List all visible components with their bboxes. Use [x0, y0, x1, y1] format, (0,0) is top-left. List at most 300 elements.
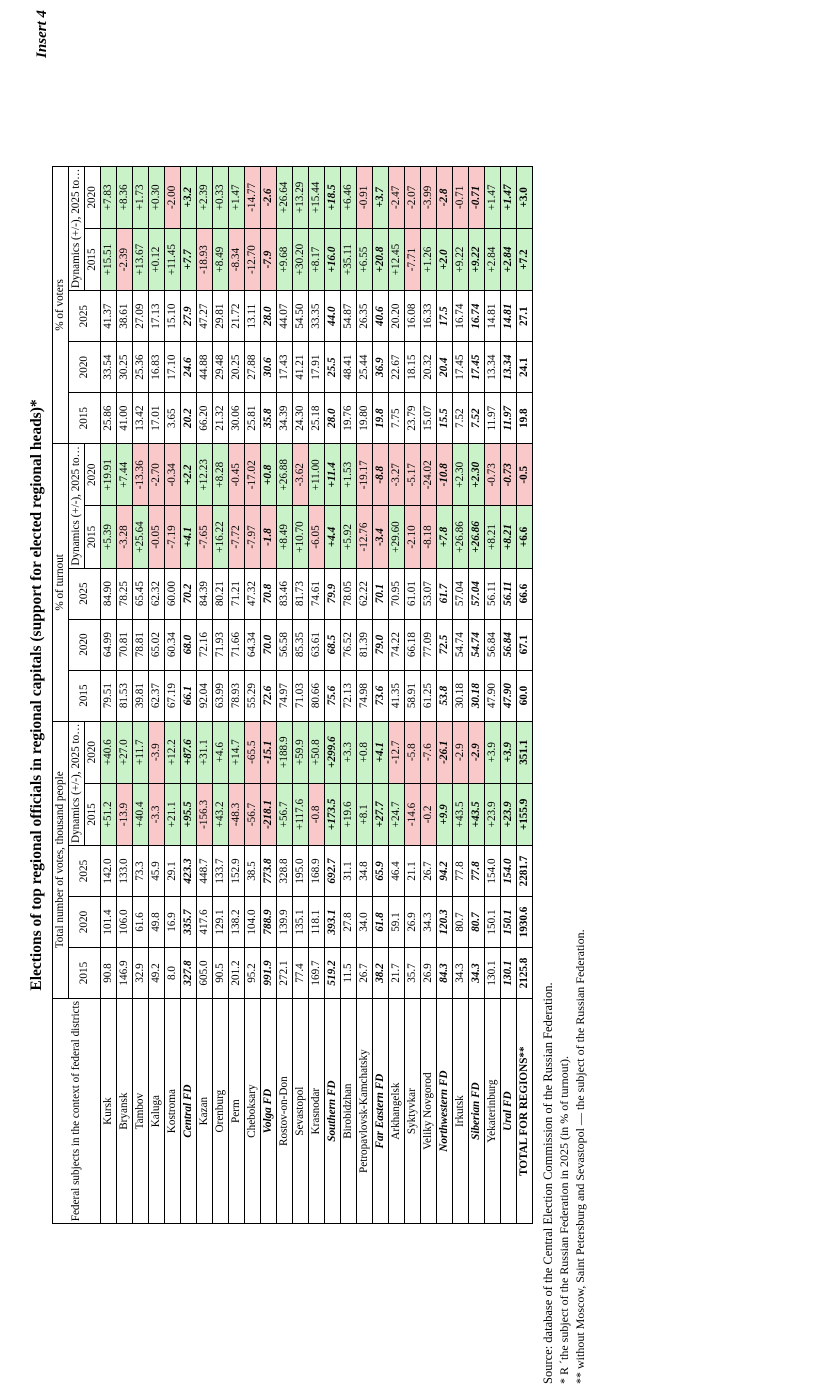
voters-dynamics-cell-0: +16.0: [325, 228, 341, 290]
table-row: [437, 166, 453, 1224]
votes-cell-0: 32.9: [133, 948, 149, 999]
turnout-dynamics-cell-0: -7.65: [197, 506, 213, 568]
voters-cell-2: 38.61: [117, 291, 133, 342]
turnout-dynamics-cell-1: +11.4: [325, 444, 341, 506]
votes-cell-2: 773.8: [261, 846, 277, 897]
voters-dynamics-cell-0: +15.51: [101, 228, 117, 290]
voters-cell-1: 18.15: [405, 342, 421, 393]
voters-cell-1: 25.36: [133, 342, 149, 393]
voters-cell-2: 16.74: [453, 291, 469, 342]
voters-cell-2: 54.50: [293, 291, 309, 342]
turnout-cell-2: 57.04: [469, 568, 485, 619]
turnout-dynamics-cell-1: -0.73: [485, 444, 501, 506]
voters-dynamics-cell-1: +18.5: [325, 166, 341, 228]
votes-cell-1: 139.9: [277, 897, 293, 948]
votes-dynamics-cell-0: +43.5: [453, 783, 469, 845]
votes-cell-0: 34.3: [453, 948, 469, 999]
voters-cell-1: 17.43: [277, 342, 293, 393]
votes-cell-1: 101.4: [101, 897, 117, 948]
turnout-dynamics-cell-1: -17.02: [245, 444, 261, 506]
votes-cell-2: 328.8: [277, 846, 293, 897]
votes-dynamics-cell-1: -2.9: [469, 721, 485, 783]
row-label: Birobidzhan: [341, 999, 357, 1224]
col-header-region: Federal subjects in the context of federal districts: [53, 999, 101, 1224]
voters-cell-2: 16.74: [469, 291, 485, 342]
turnout-cell-2: 80.21: [213, 568, 229, 619]
votes-dynamics-cell-0: +173.5: [325, 783, 341, 845]
votes-cell-1: 335.7: [181, 897, 197, 948]
turnout-dynamics-cell-1: +12.23: [197, 444, 213, 506]
turnout-cell-1: 71.93: [213, 619, 229, 670]
voters-dynamics-cell-1: +15.44: [309, 166, 325, 228]
voters-cell-0: 11.97: [501, 393, 517, 444]
turnout-cell-0: 53.8: [437, 670, 453, 721]
row-label: TOTAL FOR REGIONS**: [517, 999, 533, 1224]
page-title: Elections of top regional officials in regional capitals (support for elected regional heads)*: [28, 399, 45, 991]
document-sheet: [28, 0, 826, 1390]
votes-dynamics-cell-0: -0.2: [421, 783, 437, 845]
turnout-cell-0: 74.97: [277, 670, 293, 721]
table-row: [373, 166, 389, 1224]
voters-dynamics-cell-0: -2.39: [117, 228, 133, 290]
table-row: [341, 166, 357, 1224]
votes-cell-1: 104.0: [245, 897, 261, 948]
row-label: Kursk: [101, 999, 117, 1224]
votes-dynamics-cell-1: +3.9: [485, 721, 501, 783]
row-label: Perm: [229, 999, 245, 1224]
votes-dynamics-cell-1: +3.9: [501, 721, 517, 783]
voters-dynamics-cell-1: +1.47: [485, 166, 501, 228]
voters-dynamics-cell-0: +2.0: [437, 228, 453, 290]
turnout-cell-2: 71.21: [229, 568, 245, 619]
row-label: Tambov: [133, 999, 149, 1224]
voters-dyn-2015-header: 2015: [85, 228, 101, 290]
turnout-cell-1: 56.84: [501, 619, 517, 670]
voters-cell-1: 17.10: [165, 342, 181, 393]
turnout-cell-0: 55.29: [245, 670, 261, 721]
row-label: Siberian FD: [469, 999, 485, 1224]
voters-dynamics-cell-1: +2.39: [197, 166, 213, 228]
turnout-dynamics-cell-1: -5.17: [405, 444, 421, 506]
votes-dynamics-cell-1: -15.1: [261, 721, 277, 783]
votes-dynamics-cell-0: +27.7: [373, 783, 389, 845]
votes-cell-0: 38.2: [373, 948, 389, 999]
voters-cell-0: 15.07: [421, 393, 437, 444]
votes-cell-1: 120.3: [437, 897, 453, 948]
turnout-cell-1: 60.34: [165, 619, 181, 670]
table-row: [149, 166, 165, 1224]
votes-cell-0: 34.3: [469, 948, 485, 999]
voters-dynamics-cell-1: -2.6: [261, 166, 277, 228]
votes-dynamics-cell-0: +43.5: [469, 783, 485, 845]
voters-2020-header: 2020: [69, 342, 101, 393]
turnout-dynamics-cell-1: -3.27: [389, 444, 405, 506]
votes-dynamics-cell-0: +23.9: [501, 783, 517, 845]
turnout-cell-0: 80.66: [309, 670, 325, 721]
votes-cell-2: 26.7: [421, 846, 437, 897]
turnout-cell-1: 77.09: [421, 619, 437, 670]
voters-dynamics-cell-0: +7.2: [517, 228, 533, 290]
turnout-cell-2: 83.46: [277, 568, 293, 619]
votes-cell-2: 77.8: [469, 846, 485, 897]
votes-cell-0: 90.5: [213, 948, 229, 999]
votes-2015-header: 2015: [69, 948, 101, 999]
voters-dynamics-cell-1: -2.00: [165, 166, 181, 228]
voters-dynamics-cell-0: +9.22: [453, 228, 469, 290]
votes-cell-1: 80.7: [453, 897, 469, 948]
turnout-cell-1: 65.02: [149, 619, 165, 670]
voters-cell-1: 30.25: [117, 342, 133, 393]
table-row: [389, 166, 405, 1224]
table-row: [165, 166, 181, 1224]
voters-dynamics-cell-1: +1.73: [133, 166, 149, 228]
votes-cell-1: 34.3: [421, 897, 437, 948]
votes-cell-1: 118.1: [309, 897, 325, 948]
voters-cell-0: 25.86: [101, 393, 117, 444]
votes-cell-2: 133.7: [213, 846, 229, 897]
voters-cell-1: 36.9: [373, 342, 389, 393]
turnout-dynamics-cell-0: +16.22: [213, 506, 229, 568]
votes-2025-header: 2025: [69, 846, 101, 897]
voters-dynamics-cell-1: +8.36: [117, 166, 133, 228]
turnout-cell-1: 85.35: [293, 619, 309, 670]
voters-dynamics-cell-1: +1.47: [229, 166, 245, 228]
voters-cell-2: 16.33: [421, 291, 437, 342]
voters-cell-1: 13.34: [485, 342, 501, 393]
turnout-dynamics-cell-0: -2.10: [405, 506, 421, 568]
table-row: [405, 166, 421, 1224]
table-row: [485, 166, 501, 1224]
turnout-cell-1: 78.81: [133, 619, 149, 670]
votes-dynamics-cell-0: +21.1: [165, 783, 181, 845]
votes-cell-0: 130.1: [485, 948, 501, 999]
votes-dynamics-cell-0: -56.7: [245, 783, 261, 845]
turnout-cell-2: 56.11: [501, 568, 517, 619]
turnout-cell-0: 81.53: [117, 670, 133, 721]
turnout-dynamics-cell-0: +8.21: [501, 506, 517, 568]
votes-cell-2: 94.2: [437, 846, 453, 897]
votes-cell-0: 35.7: [405, 948, 421, 999]
voters-cell-1: 44.88: [197, 342, 213, 393]
turnout-2025-header: 2025: [69, 568, 101, 619]
turnout-dynamics-cell-0: +8.21: [485, 506, 501, 568]
voters-dynamics-cell-0: -7.9: [261, 228, 277, 290]
col-group-votes: Total number of votes, thousand people: [53, 721, 69, 998]
voters-dynamics-cell-0: -7.71: [405, 228, 421, 290]
votes-dynamics-cell-0: +51.2: [101, 783, 117, 845]
turnout-dynamics-cell-0: -3.4: [373, 506, 389, 568]
votes-cell-1: 26.9: [405, 897, 421, 948]
votes-dynamics-cell-0: +9.9: [437, 783, 453, 845]
turnout-dynamics-cell-0: +26.86: [469, 506, 485, 568]
votes-cell-2: 77.8: [453, 846, 469, 897]
turnout-dynamics-cell-0: -3.28: [117, 506, 133, 568]
votes-cell-0: 201.2: [229, 948, 245, 999]
table-row: [357, 166, 373, 1224]
voters-dynamics-cell-0: +6.55: [357, 228, 373, 290]
votes-dynamics-cell-1: -3.9: [149, 721, 165, 783]
row-label: Veliky Novgorod: [421, 999, 437, 1224]
voters-cell-0: 66.20: [197, 393, 213, 444]
turnout-dyn-2015-header: 2015: [85, 506, 101, 568]
row-label: Ural FD: [501, 999, 517, 1224]
votes-cell-1: 49.8: [149, 897, 165, 948]
row-label: Bryansk: [117, 999, 133, 1224]
votes-cell-2: 38.5: [245, 846, 261, 897]
turnout-dynamics-cell-1: +19.91: [101, 444, 117, 506]
voters-dynamics-cell-1: +1.47: [501, 166, 517, 228]
turnout-dynamics-cell-1: -19.17: [357, 444, 373, 506]
voters-dynamics-cell-0: +20.8: [373, 228, 389, 290]
voters-cell-0: 3.65: [165, 393, 181, 444]
turnout-cell-2: 84.39: [197, 568, 213, 619]
votes-dynamics-cell-1: +59.9: [293, 721, 309, 783]
voters-dynamics-cell-1: -3.99: [421, 166, 437, 228]
turnout-cell-0: 79.51: [101, 670, 117, 721]
voters-cell-2: 21.72: [229, 291, 245, 342]
votes-dynamics-cell-1: +188.9: [277, 721, 293, 783]
row-label: Arkhangelsk: [389, 999, 405, 1224]
row-label: Northwestern FD: [437, 999, 453, 1224]
votes-dynamics-cell-0: +24.7: [389, 783, 405, 845]
turnout-dynamics-header: Dynamics (+/-), 2025 to…: [69, 444, 85, 568]
votes-cell-1: 34.0: [357, 897, 373, 948]
voters-dynamics-cell-1: +6.46: [341, 166, 357, 228]
table-body: [101, 166, 533, 1224]
voters-cell-1: 16.83: [149, 342, 165, 393]
row-label: Central FD: [181, 999, 197, 1224]
turnout-cell-1: 56.58: [277, 619, 293, 670]
votes-dynamics-cell-1: +3.3: [341, 721, 357, 783]
turnout-cell-1: 64.99: [101, 619, 117, 670]
voters-dynamics-cell-1: +0.30: [149, 166, 165, 228]
voters-cell-2: 28.0: [261, 291, 277, 342]
votes-dynamics-cell-1: +4.1: [373, 721, 389, 783]
turnout-dynamics-cell-1: -0.73: [501, 444, 517, 506]
turnout-cell-2: 70.1: [373, 568, 389, 619]
voters-cell-0: 11.97: [485, 393, 501, 444]
turnout-dynamics-cell-0: +4.1: [181, 506, 197, 568]
votes-cell-2: 423.3: [181, 846, 197, 897]
voters-cell-0: 19.8: [517, 393, 533, 444]
turnout-cell-1: 72.16: [197, 619, 213, 670]
turnout-cell-2: 74.61: [309, 568, 325, 619]
turnout-cell-2: 47.32: [245, 568, 261, 619]
turnout-dynamics-cell-0: -0.05: [149, 506, 165, 568]
turnout-dynamics-cell-0: +5.92: [341, 506, 357, 568]
voters-cell-0: 24.30: [293, 393, 309, 444]
turnout-cell-0: 72.13: [341, 670, 357, 721]
voters-cell-1: 20.32: [421, 342, 437, 393]
votes-dynamics-cell-0: +95.5: [181, 783, 197, 845]
turnout-cell-1: 70.0: [261, 619, 277, 670]
votes-dyn-2020-header: 2020: [85, 721, 101, 783]
turnout-dynamics-cell-1: -0.34: [165, 444, 181, 506]
turnout-cell-2: 78.05: [341, 568, 357, 619]
votes-cell-1: 150.1: [485, 897, 501, 948]
turnout-cell-0: 92.04: [197, 670, 213, 721]
voters-cell-0: 7.52: [469, 393, 485, 444]
voters-2015-header: 2015: [69, 393, 101, 444]
votes-cell-0: 327.8: [181, 948, 197, 999]
table-row: [421, 166, 437, 1224]
turnout-dynamics-cell-1: +2.30: [469, 444, 485, 506]
votes-cell-2: 2281.7: [517, 846, 533, 897]
votes-cell-1: 393.1: [325, 897, 341, 948]
votes-cell-0: 519.2: [325, 948, 341, 999]
votes-cell-2: 31.1: [341, 846, 357, 897]
turnout-cell-0: 61.25: [421, 670, 437, 721]
votes-cell-1: 106.0: [117, 897, 133, 948]
turnout-cell-2: 53.07: [421, 568, 437, 619]
turnout-cell-1: 76.52: [341, 619, 357, 670]
voters-dynamics-cell-0: +30.20: [293, 228, 309, 290]
turnout-cell-2: 62.32: [149, 568, 165, 619]
turnout-dynamics-cell-0: -12.76: [357, 506, 373, 568]
votes-cell-2: 142.0: [101, 846, 117, 897]
voters-cell-1: 27.88: [245, 342, 261, 393]
voters-cell-2: 54.87: [341, 291, 357, 342]
voters-dynamics-cell-0: +8.17: [309, 228, 325, 290]
voters-dynamics-cell-1: -0.91: [357, 166, 373, 228]
voters-cell-2: 20.20: [389, 291, 405, 342]
voters-cell-2: 17.13: [149, 291, 165, 342]
row-label: Far Eastern FD: [373, 999, 389, 1224]
votes-cell-0: 84.3: [437, 948, 453, 999]
turnout-cell-2: 61.01: [405, 568, 421, 619]
voters-cell-2: 33.35: [309, 291, 325, 342]
turnout-cell-1: 66.18: [405, 619, 421, 670]
votes-cell-2: 154.0: [501, 846, 517, 897]
voters-cell-2: 47.27: [197, 291, 213, 342]
voters-dynamics-cell-0: +11.45: [165, 228, 181, 290]
voters-dynamics-cell-1: +7.83: [101, 166, 117, 228]
voters-cell-1: 20.4: [437, 342, 453, 393]
turnout-cell-2: 56.11: [485, 568, 501, 619]
voters-dynamics-cell-1: +3.7: [373, 166, 389, 228]
turnout-dynamics-cell-0: +7.8: [437, 506, 453, 568]
turnout-cell-0: 58.91: [405, 670, 421, 721]
votes-cell-0: 146.9: [117, 948, 133, 999]
row-label: Kazan: [197, 999, 213, 1224]
table-row: [181, 166, 197, 1224]
voters-dynamics-cell-1: -2.07: [405, 166, 421, 228]
col-group-voters: % of voters: [53, 166, 69, 443]
votes-cell-0: 26.9: [421, 948, 437, 999]
voters-cell-2: 13.11: [245, 291, 261, 342]
votes-cell-2: 73.3: [133, 846, 149, 897]
turnout-cell-0: 47.90: [485, 670, 501, 721]
turnout-cell-1: 64.34: [245, 619, 261, 670]
voters-cell-1: 17.45: [469, 342, 485, 393]
table-row: [517, 166, 533, 1224]
votes-cell-1: 150.1: [501, 897, 517, 948]
turnout-cell-2: 61.7: [437, 568, 453, 619]
voters-cell-0: 20.2: [181, 393, 197, 444]
voters-cell-1: 24.1: [517, 342, 533, 393]
votes-dynamics-cell-1: +40.6: [101, 721, 117, 783]
votes-dynamics-cell-0: +8.1: [357, 783, 373, 845]
voters-dynamics-cell-1: +26.64: [277, 166, 293, 228]
voters-cell-0: 13.42: [133, 393, 149, 444]
votes-cell-0: 8.0: [165, 948, 181, 999]
voters-cell-2: 29.81: [213, 291, 229, 342]
votes-cell-0: 130.1: [501, 948, 517, 999]
voters-cell-1: 41.21: [293, 342, 309, 393]
voters-dynamics-cell-0: +0.12: [149, 228, 165, 290]
footnote-2: ** without Moscow, Saint Petersburg and Sevastopol — the subject of the Russian Federation.: [573, 929, 587, 1384]
row-label: Rostov-on-Don: [277, 999, 293, 1224]
voters-dynamics-cell-0: +9.22: [469, 228, 485, 290]
votes-dynamics-cell-1: -26.1: [437, 721, 453, 783]
row-label: Yekaterinburg: [485, 999, 501, 1224]
turnout-cell-0: 73.6: [373, 670, 389, 721]
table-header-row-1: [53, 166, 69, 1224]
votes-dynamics-cell-0: -14.6: [405, 783, 421, 845]
voters-cell-1: 22.67: [389, 342, 405, 393]
turnout-cell-0: 30.18: [469, 670, 485, 721]
turnout-dynamics-cell-0: +4.4: [325, 506, 341, 568]
voters-dynamics-cell-1: +3.0: [517, 166, 533, 228]
turnout-cell-2: 78.25: [117, 568, 133, 619]
turnout-cell-0: 39.81: [133, 670, 149, 721]
turnout-cell-1: 68.5: [325, 619, 341, 670]
votes-dynamics-cell-0: -3.3: [149, 783, 165, 845]
turnout-2020-header: 2020: [69, 619, 101, 670]
turnout-dynamics-cell-0: -7.72: [229, 506, 245, 568]
voters-cell-1: 29.48: [213, 342, 229, 393]
turnout-dynamics-cell-1: +2.2: [181, 444, 197, 506]
turnout-dynamics-cell-1: -2.70: [149, 444, 165, 506]
turnout-cell-2: 66.6: [517, 568, 533, 619]
row-label: Sevastopol: [293, 999, 309, 1224]
turnout-dyn-2020-header: 2020: [85, 444, 101, 506]
turnout-cell-2: 65.45: [133, 568, 149, 619]
insert-label: Insert 4: [34, 10, 50, 58]
voters-dynamics-cell-1: -2.47: [389, 166, 405, 228]
turnout-cell-1: 54.74: [453, 619, 469, 670]
votes-dynamics-cell-0: -0.8: [309, 783, 325, 845]
voters-cell-0: 34.39: [277, 393, 293, 444]
votes-cell-0: 95.2: [245, 948, 261, 999]
votes-cell-1: 59.1: [389, 897, 405, 948]
votes-cell-1: 61.6: [133, 897, 149, 948]
voters-dynamics-header: Dynamics (+/-), 2025 to…: [69, 166, 85, 290]
voters-cell-1: 30.6: [261, 342, 277, 393]
voters-cell-2: 44.07: [277, 291, 293, 342]
row-label: Syktyvkar: [405, 999, 421, 1224]
turnout-dynamics-cell-1: -13.36: [133, 444, 149, 506]
row-label: Cheboksary: [245, 999, 261, 1224]
votes-cell-2: 29.1: [165, 846, 181, 897]
row-label: Kaluga: [149, 999, 165, 1224]
turnout-dynamics-cell-0: -7.19: [165, 506, 181, 568]
turnout-cell-0: 72.6: [261, 670, 277, 721]
votes-dynamics-cell-1: +11.7: [133, 721, 149, 783]
votes-dynamics-cell-1: +14.7: [229, 721, 245, 783]
votes-cell-0: 991.9: [261, 948, 277, 999]
source-note: Source: database of the Central Election Commission of the Russian Federation.: [541, 982, 555, 1384]
votes-dynamics-cell-1: +31.1: [197, 721, 213, 783]
votes-cell-1: 129.1: [213, 897, 229, 948]
voters-cell-0: 17.01: [149, 393, 165, 444]
votes-dynamics-cell-1: +27.0: [117, 721, 133, 783]
turnout-cell-0: 66.1: [181, 670, 197, 721]
votes-cell-0: 77.4: [293, 948, 309, 999]
voters-cell-0: 30.06: [229, 393, 245, 444]
voters-cell-1: 13.34: [501, 342, 517, 393]
voters-cell-0: 19.76: [341, 393, 357, 444]
